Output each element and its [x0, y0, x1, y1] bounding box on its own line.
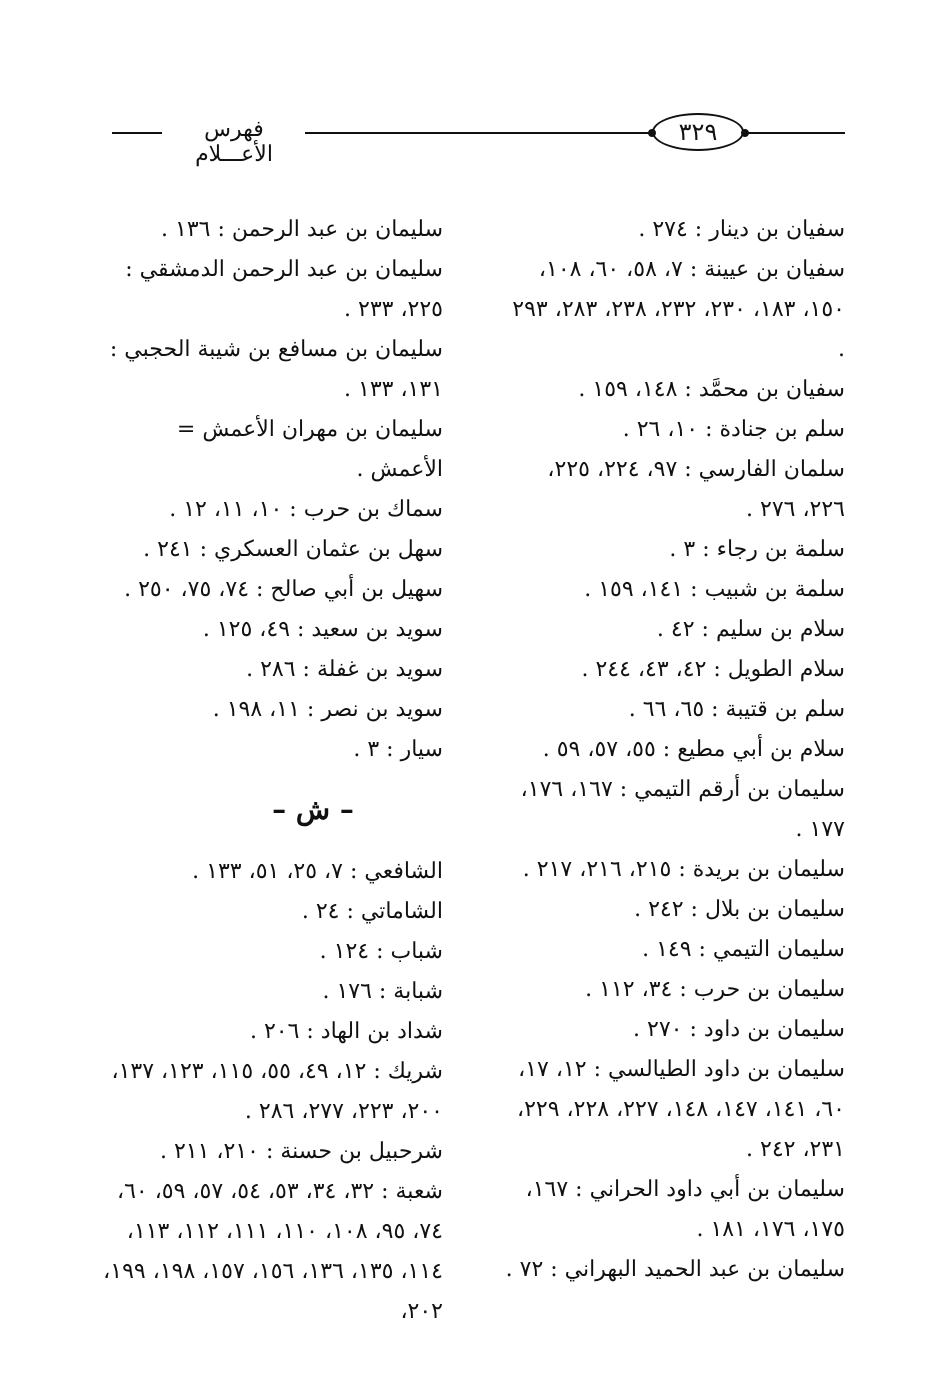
header-rule-right — [745, 132, 845, 134]
page-header — [0, 105, 945, 165]
index-entry: سليمان بن أرقم التيمي : ١٦٧، ١٧٦، ١٧٧ . — [520, 777, 845, 842]
header-rule-middle — [305, 132, 652, 134]
index-entry: شرحبيل بن حسنة : ٢١٠، ٢١١ . — [159, 1139, 443, 1164]
index-entry: سويد بن نصر : ١١، ١٩٨ . — [212, 697, 443, 722]
index-entry: سلم بن جنادة : ١٠، ٢٦ . — [622, 417, 845, 442]
index-entry: سليمان بن عبد الرحمن : ١٣٦ . — [161, 217, 443, 242]
index-entry: سويد بن سعيد : ٤٩، ١٢٥ . — [202, 617, 443, 642]
index-entry: سليمان بن عبد الحميد البهراني : ٧٢ . — [505, 1257, 845, 1282]
index-entry: سليمان بن بريدة : ٢١٥، ٢١٦، ٢١٧ . — [522, 857, 845, 882]
index-entry: سلم بن قتيبة : ٦٥، ٦٦ . — [628, 697, 845, 722]
index-entry: شباب : ١٢٤ . — [319, 939, 443, 964]
index-entry: سليمان التيمي : ١٤٩ . — [642, 937, 845, 962]
index-entry: سماك بن حرب : ١٠، ١١، ١٢ . — [169, 497, 443, 522]
index-entry: سيار : ٣ . — [353, 737, 443, 762]
index-entry: سليمان بن مهران الأعمش = الأعمش . — [176, 417, 443, 482]
index-entry: سلام الطويل : ٤٢، ٤٣، ٢٤٤ . — [581, 657, 845, 682]
section-heading-shin: – ش – — [272, 793, 354, 826]
index-entry: سفيان بن عيينة : ٧، ٥٨، ٦٠، ١٠٨، ١٥٠، ١٨٣، ٢٣٠، ٢٣٢، ٢٣٨، ٢٨٣، ٢٩٣ . — [512, 257, 845, 362]
index-entry: سليمان بن عبد الرحمن الدمشقي : ٢٢٥، ٢٣٣ . — [125, 257, 443, 322]
index-entry: سلمان الفارسي : ٩٧، ٢٢٤، ٢٢٥، ٢٢٦، ٢٧٦ . — [547, 457, 845, 522]
index-entry: سليمان بن مسافع بن شيبة الحجبي : ١٣١، ١٣٣ . — [109, 337, 443, 402]
index-entry: سفيان بن دينار : ٢٧٤ . — [638, 217, 845, 242]
index-entry: سلمة بن رجاء : ٣ . — [669, 537, 845, 562]
index-entry: شبابة : ١٧٦ . — [322, 979, 443, 1004]
index-entry: سلمة بن شبيب : ١٤١، ١٥٩ . — [584, 577, 845, 602]
index-entry: سليمان بن داود الطيالسي : ١٢، ١٧، ٦٠، ١٤١، ١٤٧، ١٤٨، ٢٢٧، ٢٢٨، ٢٢٩، ٢٣١، ٢٤٢ . — [516, 1057, 845, 1162]
index-entry: شريك : ١٢، ٤٩، ٥٥، ١١٥، ١٢٣، ١٣٧، ٢٠٠، ٢٢٣، ٢٧٧، ٢٨٦ . — [111, 1059, 443, 1124]
index-entry: شداد بن الهاد : ٢٠٦ . — [249, 1019, 443, 1044]
index-entry: سهل بن عثمان العسكري : ٢٤١ . — [143, 537, 443, 562]
index-entry: سليمان بن بلال : ٢٤٢ . — [634, 897, 845, 922]
index-entry: سليمان بن داود : ٢٧٠ . — [633, 1017, 845, 1042]
index-entry: سلام بن أبي مطيع : ٥٥، ٥٧، ٥٩ . — [542, 737, 845, 762]
index-entry: سليمان بن أبي داود الحراني : ١٦٧، ١٧٥، ١٧٦، ١٨١ . — [525, 1177, 845, 1242]
header-rule-left — [112, 132, 162, 134]
running-title: فهرس الأعـــلام — [195, 117, 273, 167]
index-entry: سهيل بن أبي صالح : ٧٤، ٧٥، ٢٥٠ . — [124, 577, 443, 602]
index-entry: سفيان بن محمَّد : ١٤٨، ١٥٩ . — [578, 377, 845, 402]
index-entry: سلام بن سليم : ٤٢ . — [656, 617, 845, 642]
index-entry: الشاماتي : ٢٤ . — [301, 899, 443, 924]
index-entry: سليمان بن حرب : ٣٤، ١١٢ . — [585, 977, 845, 1002]
index-entry: سويد بن غفلة : ٢٨٦ . — [246, 657, 443, 682]
index-entry: الشافعي : ٧، ٢٥، ٥١، ١٣٣ . — [192, 859, 443, 884]
index-column-right — [500, 210, 845, 1290]
index-entry: شعبة : ٣٢، ٣٤، ٥٣، ٥٤، ٥٧، ٥٩، ٦٠، ٧٤، ٩٥، ١٠٨، ١١٠، ١١١، ١١٢، ١١٣، ١١٤، ١٣٥، ١٣٦، ١٥٦، ١٥٧، ١٩٨، ١٩٩، ٢٠٢، — [103, 1179, 443, 1324]
page-number: ٣٢٩ — [652, 113, 744, 151]
index-column-left — [103, 210, 443, 1332]
